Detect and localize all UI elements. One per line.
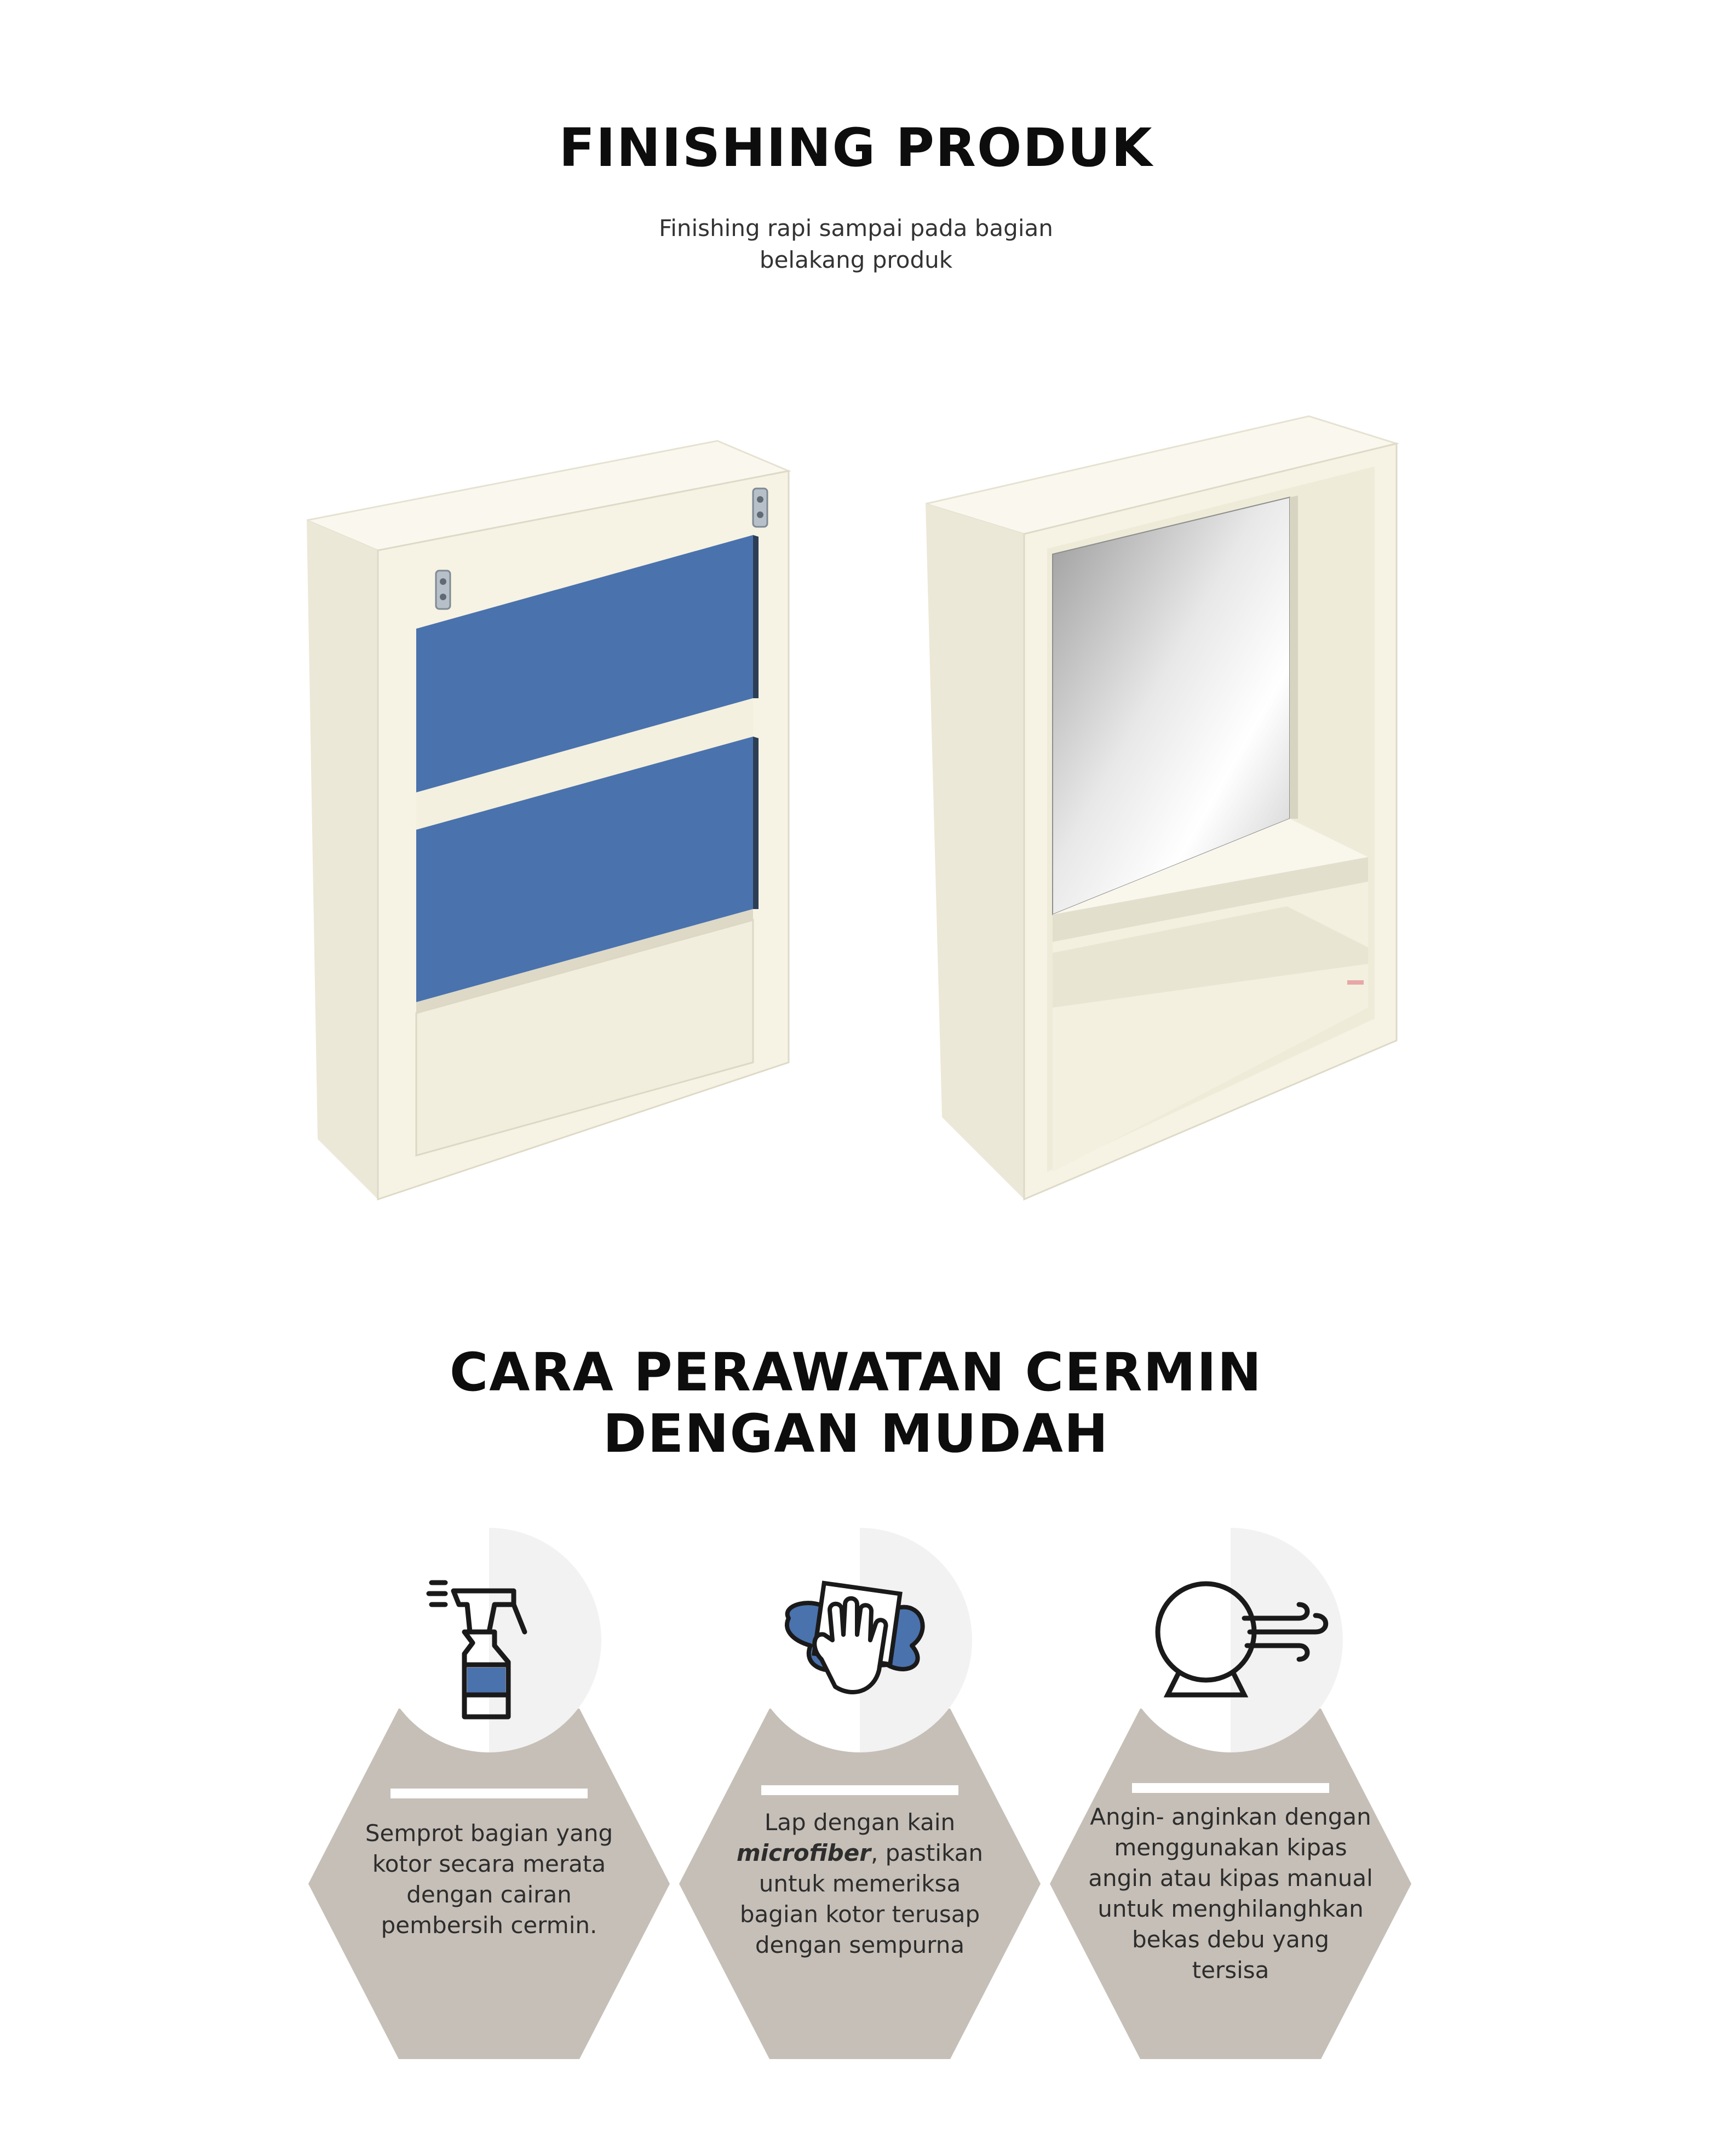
step-text-line: pembersih cermin. — [381, 1912, 598, 1939]
step-text — [712, 1807, 1008, 1960]
step-text — [341, 1818, 637, 1941]
step-text — [1083, 1802, 1378, 1986]
step-text-line: untuk menghilanghkan — [1098, 1895, 1364, 1922]
step-divider — [761, 1785, 958, 1795]
step-text-line: menggunakan kipas — [1114, 1834, 1347, 1861]
finishing-subtitle — [582, 212, 1130, 276]
finishing-subtitle-line-2: belakang produk — [759, 246, 953, 273]
care-title — [0, 1342, 1712, 1464]
step-text-line: bagian kotor terusap — [739, 1901, 980, 1928]
step-text-line: dengan sempurna — [755, 1931, 965, 1958]
spray-icon-circle — [377, 1528, 601, 1752]
step-text-line: angin atau kipas manual — [1088, 1865, 1373, 1891]
step-text-line: dengan cairan — [406, 1881, 572, 1908]
step-text-line: bekas debu yang — [1131, 1926, 1330, 1953]
step-divider — [390, 1789, 588, 1798]
care-title-line-1: CARA PERAWATAN CERMIN — [449, 1342, 1263, 1403]
step-text-line: Lap dengan kain — [764, 1809, 956, 1836]
step-text-line: Semprot bagian yang — [365, 1820, 613, 1847]
care-title-line-2: DENGAN MUDAH — [602, 1403, 1110, 1464]
step-text-line: untuk memeriksa — [759, 1870, 961, 1897]
finishing-subtitle-line-1: Finishing rapi sampai pada bagian — [659, 215, 1053, 242]
step-text-line: kotor secara merata — [372, 1850, 606, 1877]
care-step-wipe — [679, 1528, 1041, 2065]
fan-icon-circle — [1118, 1528, 1343, 1752]
finishing-title: FINISHING PRODUK — [559, 117, 1153, 179]
step-text-line — [712, 1838, 1008, 1868]
step-text-line: tersisa — [1192, 1957, 1269, 1983]
step-text-line-rest: , pastikan — [870, 1839, 983, 1866]
wipe-icon-circle — [748, 1528, 972, 1752]
cabinet-back-view-image — [307, 427, 800, 1205]
step-divider — [1132, 1783, 1329, 1793]
care-step-fan — [1050, 1528, 1411, 2065]
step-text-line: Angin- anginkan dengan — [1090, 1803, 1371, 1830]
cabinet-front-view-image — [926, 405, 1407, 1205]
step-text-emphasis: microfiber — [736, 1839, 871, 1866]
care-step-spray — [308, 1528, 670, 2065]
